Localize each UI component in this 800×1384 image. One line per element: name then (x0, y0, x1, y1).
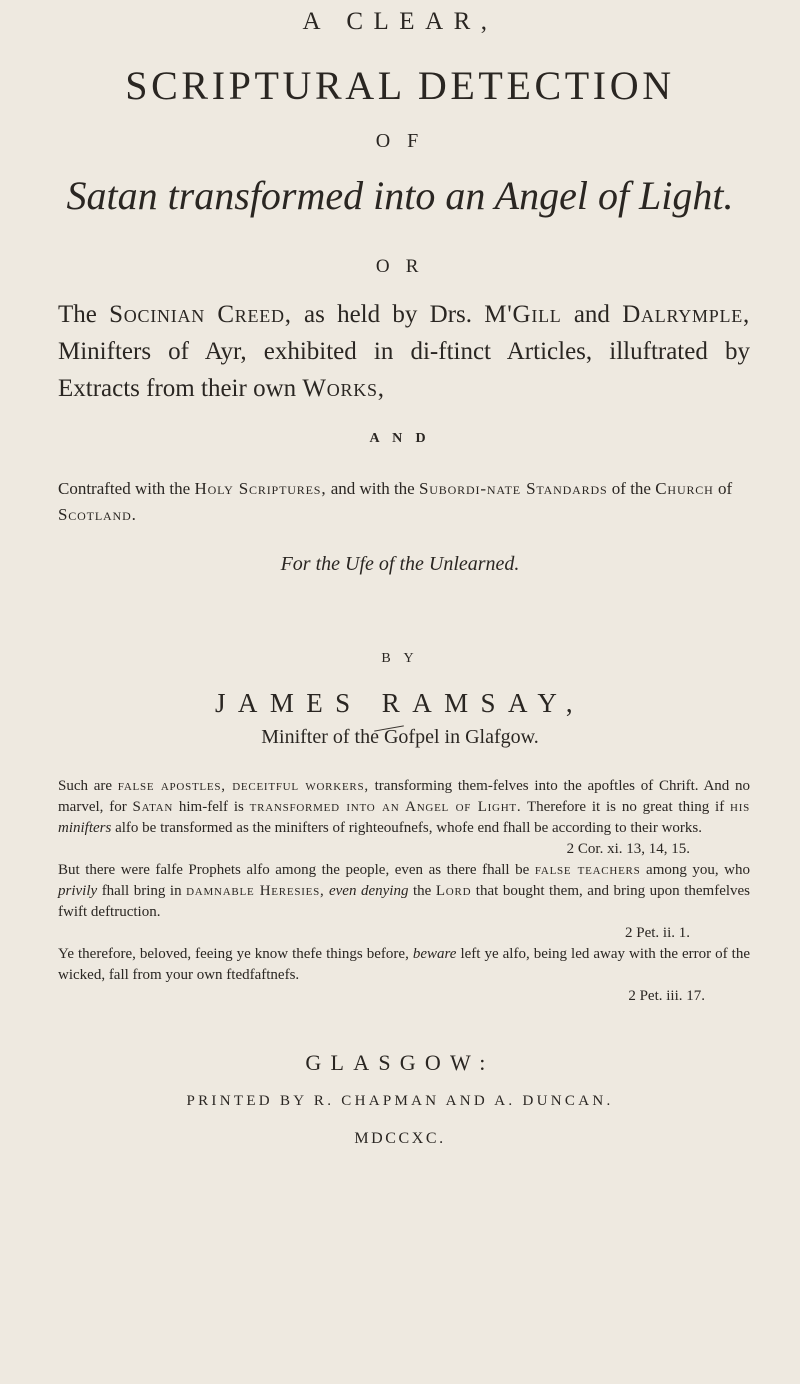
epi-text: Therefore it is no great thing if (526, 799, 725, 815)
and-separator: A N D (369, 431, 431, 446)
epi-text: transforming them-felves into the apoftles of Chrift. And no marvel, for (58, 778, 751, 815)
description-paragraph (58, 296, 750, 407)
epi-text: Such are (58, 778, 113, 794)
title-subtitle: Satan transformed into an Angel of Light. (66, 173, 734, 218)
epi-text: fhall bring in (101, 883, 182, 899)
imprint-printer: PRINTED BY R. CHAPMAN AND A. DUNCAN. (186, 1093, 614, 1109)
epi-text: that bought them, and bring upon themfelves fwift deftruction. (58, 883, 751, 920)
epi-text: Satan (132, 799, 174, 815)
epi-text: among you, who (646, 862, 750, 878)
title-or: O R (375, 256, 425, 277)
para1-mgill: M'Gill (484, 301, 562, 328)
title-of: O F (375, 130, 425, 152)
author-title: Minifter of the Gofpel in Glafgow. (261, 726, 539, 748)
for-use-line: For the Ufe of the Unlearned. (280, 553, 520, 575)
para2-text3: of the (611, 479, 651, 498)
epi-text: Ye therefore, beloved, feeing ye know thefe things before, (58, 946, 409, 962)
epi-text: alfo be transformed as the minifters of righteoufnefs, whofe end fhall be according to their works. (115, 820, 702, 836)
epi-text: beware (412, 946, 457, 962)
para2-scotland: Scotland. (58, 505, 137, 524)
imprint-year: MDCCXC. (354, 1130, 446, 1147)
epi-reference: 2 Pet. ii. 1. (624, 925, 690, 941)
epi-text: even denying (328, 883, 409, 899)
para2-holy-scriptures: Holy Scriptures, (194, 479, 327, 498)
para2-church: Church (655, 479, 714, 498)
title-line-a-clear: A CLEAR, (302, 8, 498, 35)
epi-text: privily (58, 883, 98, 899)
by-line: B Y (381, 651, 419, 666)
para1-and: and (573, 301, 610, 328)
title-main: SCRIPTURAL DETECTION (125, 63, 675, 108)
para2-text1: Contrafted with the (58, 479, 191, 498)
epi-text: him-felf is (178, 799, 244, 815)
epi-text: Lord (435, 883, 472, 899)
epi-text: false apostles, deceitful workers, (117, 778, 369, 794)
para1-text2: Minifters of Ayr, exhibited in di-ftinct Articles, illuftrated by Extracts from their own (58, 338, 750, 402)
epi-text: the (413, 883, 432, 899)
imprint-place: GLASGOW: (305, 1050, 495, 1075)
para1-text1: as held by Drs. (304, 301, 473, 328)
author-name: JAMES RAMSAY, (214, 688, 586, 718)
para1-prefix: The (58, 301, 97, 328)
epi-text: But there were falfe Prophets alfo among the people, even as there fhall be (58, 862, 530, 878)
para1-works: Works, (302, 375, 385, 402)
epi-text: minifters (58, 820, 112, 836)
para1-creed: Creed, (217, 301, 292, 328)
epi-text: false teachers (534, 862, 641, 878)
epi-text: transformed into an Angel of Light. (249, 799, 522, 815)
epigraph (58, 776, 750, 1007)
epi-text: his (730, 799, 751, 815)
epi-text: damnable Heresies, (186, 883, 325, 899)
para2-subordinate: Subordi-nate Standards (418, 479, 608, 498)
para1-dalrymple: Dalrymple, (622, 301, 751, 328)
epi-reference: 2 Pet. iii. 17. (628, 988, 705, 1004)
contrast-paragraph (58, 476, 750, 528)
para2-text4: of (717, 479, 733, 498)
para2-text2: and with the (330, 479, 415, 498)
epi-text: left ye alfo, being led away with the error of the wicked, fall from your own ftedfaftnefs. (58, 946, 751, 983)
para1-socinian: Socinian (109, 301, 206, 328)
epi-reference: 2 Cor. xi. 13, 14, 15. (566, 841, 690, 857)
